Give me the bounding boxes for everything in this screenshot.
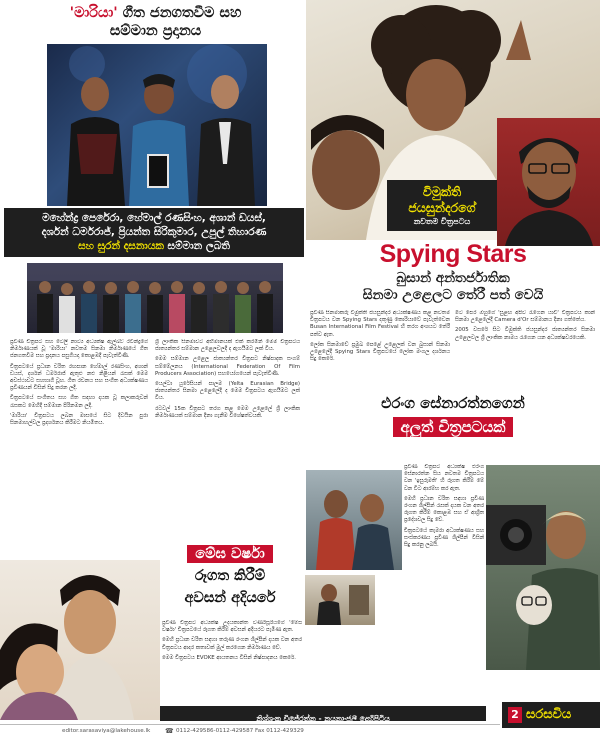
title-line3: අවසන් අදියරේ — [184, 590, 276, 606]
tag-line3: නවතම චිත්‍රපටය — [413, 217, 471, 226]
subtitle-line2: සිනමා උළෙලට තේරී පත් වෙයි — [362, 287, 544, 303]
article3-column — [404, 464, 484, 629]
title-line1-wrap — [150, 543, 310, 565]
article2-column1 — [310, 310, 450, 388]
award-ceremony-illustration — [47, 44, 267, 206]
article2-column2 — [455, 310, 595, 388]
head-line1: එරංග සේනාරත්නගෙන් — [381, 394, 525, 412]
caption-line2: දර්ශන් ධර්මරාජ්, ප්‍රියන්ත සිරිකුමාර, උපුල් තිහාරණ — [41, 226, 267, 238]
spying-stars-title: Spying Stars — [379, 240, 527, 268]
caption-rest: සම්මාන ලබති — [163, 240, 230, 252]
tag-line1: විමුක්ති — [422, 184, 462, 199]
megha-varsha-illustration — [0, 560, 160, 720]
brand-box — [502, 702, 600, 728]
erange-film-photo-left — [306, 470, 402, 570]
tag-line2: ජයසුන්දරගේ — [408, 200, 476, 215]
phone-icon: ☎ — [165, 727, 174, 735]
paragraph: ලෝක සිනමාවේ ප්‍රමුඛ පෙළේ උළෙලක් වන බුසාන් සිනමා උළෙලේදී Spying Stars චිත්‍රපටයේ ලෝක මංගල දර්ශනය සිදු කෙරේ. — [310, 341, 450, 363]
paragraph: චිත්‍රපටයේ ප්‍රධාන චරිත රඟපාන හේමාල් රණසිංහ, අශාන් ඩයස්, දර්ශන් ධර්මරාජ් ඇතුළු නළු නිළියන් රැසක් මෙම අවස්ථාවට සහභාගී වූහ. ගීත රචනය සහ සංගීත අධ්‍යක්ෂණය ප්‍රවීණයන් විසින් සිදු කරන ලදී. — [10, 363, 148, 392]
paragraph: මෙහි ප්‍රධාන චරිත සඳහා තරුණ රංගන ශිල්පීන් දායක වන අතර චිත්‍රපටය ආදර කතාවක් මුල් කරගෙන නිර්මාණය වේ. — [162, 637, 302, 651]
title-line2: රූගත කිරීම් — [194, 568, 266, 584]
title-line1: මේඝ වර්ෂා — [187, 545, 273, 563]
headline-quote: 'මාරියා' — [69, 5, 118, 21]
director-portrait-illustration — [497, 118, 600, 246]
paragraph: මෙහි ප්‍රධාන චරිත සඳහා ප්‍රවීණ රංගන ශිල්පීන් රැසක් දායක වන අතර රූගත කිරීම් කොළඹ සහ ඒ ආශ්‍රිත ප්‍රදේශවල සිදු වේ. — [404, 495, 484, 524]
erange-film-illustration-left — [306, 470, 402, 570]
article4-column — [162, 620, 302, 702]
paragraph: ප්‍රවීණ චිත්‍රපට අධ්‍යක්ෂ එරංග සේනාරත්න සිය නවතම චිත්‍රපටය වන 'ඉසුරුමති' හි රූගත කිරීම් මේ වන විට ආරම්භ කර ඇත. — [404, 464, 484, 492]
director-portrait-photo — [497, 118, 600, 246]
erange-film-illustration-small — [305, 575, 375, 625]
article1-caption — [4, 208, 304, 257]
paragraph: මෙම සම්මාන උළෙල ජාත්‍යන්තර චිත්‍රපට නිෂ්පාදක සංගම් සම්මේලනය (International Federation Of Film Producers Association) සහයෝගයෙන් පැවැත්විණි. — [155, 356, 300, 377]
brand-name: සරසවිය — [526, 707, 572, 722]
erange-film-photo-small — [305, 575, 375, 625]
head-line2: අලුත් චිත්‍රපටයක් — [393, 417, 514, 437]
group-photo — [27, 263, 283, 333]
award-ceremony-photo — [47, 44, 267, 206]
article3-headline — [306, 392, 600, 438]
group-photo-illustration — [27, 263, 283, 333]
paragraph: ශ්‍රී ලාංකික සිනමාවට අභිමානයක් එක් කරමින් මෙම චිත්‍රපටය ජාත්‍යන්තර සම්මාන උළෙලවලදී ද ඇගයීමට ලක් විය. — [155, 339, 300, 353]
paragraph: 2005 වසරේ සිට විමුක්ති ජයසුන්දර ජාත්‍යන්තර සිනමා උළෙලවල ශ්‍රී ලාංකික නාමය රැගෙන යන අධ්‍යක්ෂවරයෙකි. — [455, 327, 595, 341]
contact-strip — [0, 724, 500, 738]
paragraph: 'මාරියා' චිත්‍රපටය ලබන මාසයේ සිට දිවයින පුරා සිනමාහල්වල ප්‍රදර්ශනය කිරීමට නියමිතය. — [10, 412, 148, 427]
headline-rest: ගීත ජනගතවීම සහ — [117, 5, 242, 21]
spying-stars-subtitle — [306, 270, 600, 304]
paragraph: ප්‍රවීණ සිනමාකරු විමුක්ති ජයසුන්දර අධ්‍යක්ෂණය කළ නවතම චිත්‍රපටය වන Spying Stars දකුණු කොරියාවේ පැවැත්වෙන Busan International Film Festival හි තරග අංශයට තේරී පත්ව ඇත. — [310, 310, 450, 338]
director-tag — [387, 180, 497, 231]
paragraph: චිත්‍රපටයේ කැමරා අධ්‍යක්ෂණය සහ සංස්කරණය ප්‍රවීණ ශිල්පීන් විසින් සිදු කරනු ලබයි. — [404, 527, 484, 549]
paragraph: ප්‍රවීණ චිත්‍රපට සහ ටෙලි නාට්‍ය අධ්‍යක්ෂ ඇල්බට් රවීන්ද්‍රගේ නිර්මාණයක් වූ 'මාරියා' නවතම සිනමා නිර්මාණයේ ගීත ජනගතවීම සහ ප්‍රදානය පසුගියදා කොළඹදී පැවැත්විණි. — [10, 339, 148, 360]
byline-bar — [160, 706, 486, 721]
subtitle-line1: බුසාන් අන්තර්ජාතික — [396, 270, 510, 286]
paragraph: මෙම චිත්‍රපටය EVOKE ආයතනය විසින් නිෂ්පාදනය කෙරේ. — [162, 654, 296, 661]
email-link[interactable]: editor.sarasaviya@lakehouse.lk — [62, 728, 151, 734]
phone-line: 0112-429586-0112-429587 Fax 0112-429329 — [176, 728, 304, 734]
headline-line2: සම්මාන ප්‍රදානය — [109, 23, 202, 39]
caption-line3 — [4, 239, 304, 253]
head-line2-wrap — [306, 416, 600, 438]
paragraph: චිත්‍රපටයේ සංගීතය සහ ගීත සඳහා දායක වූ කලාකරුවන් රැසකට මෙහිදී සම්මාන පිරිනමන ලදී. — [10, 395, 148, 409]
paragraph: මීට පෙර ඔහුගේ 'සුළඟ අපිව රැගෙන යාවි' චිත්‍රපටය කාන් සිනමා උළෙලේදී Camera d'Or සම්මානය දිනා ගත්තේය. — [455, 310, 595, 324]
megha-varsha-photo — [0, 560, 160, 720]
caption-highlight: සහ සුරන් දසනායක — [78, 240, 164, 252]
paragraph: රටවල් 15ක චිත්‍රපට තරග කළ මෙම උළෙලේ ශ්‍රී ලාංකික නිර්මාණයක් සම්මාන දිනා ගැනීම විශේෂත්වයකි. — [155, 405, 300, 419]
erange-director-photo — [486, 465, 600, 670]
article1-headline — [8, 4, 303, 40]
article1-column1 — [10, 339, 148, 597]
caption-line1: මහේන්ද්‍ර පෙරේරා, හේමාල් රණසිංහ, අශාන් ඩයස්, — [42, 212, 266, 224]
paragraph: ප්‍රවීණ චිත්‍රපට අධ්‍යක්ෂ උදයකාන්ත වර්ණසූරියගේ 'මේඝ වර්ෂා' චිත්‍රපටයේ රූගත කිරීම් අවසන් අදියරට පැමිණ ඇත. — [162, 620, 302, 634]
byline: නිශ්ශංක විජේරත්න - නයනාංජලී දෙහිපිටිය — [256, 714, 390, 723]
paragraph: යෙල්ටා යුරේසියන් පාලම (Yelta Eurasian Bridge) ජාත්‍යන්තර සිනමා උළෙලේදී ද මෙම චිත්‍රපටය ඇගයීමට ලක් විය. — [155, 381, 300, 402]
erange-director-illustration — [486, 465, 600, 670]
article4-title — [150, 543, 310, 609]
page-number: 2 — [508, 707, 522, 723]
